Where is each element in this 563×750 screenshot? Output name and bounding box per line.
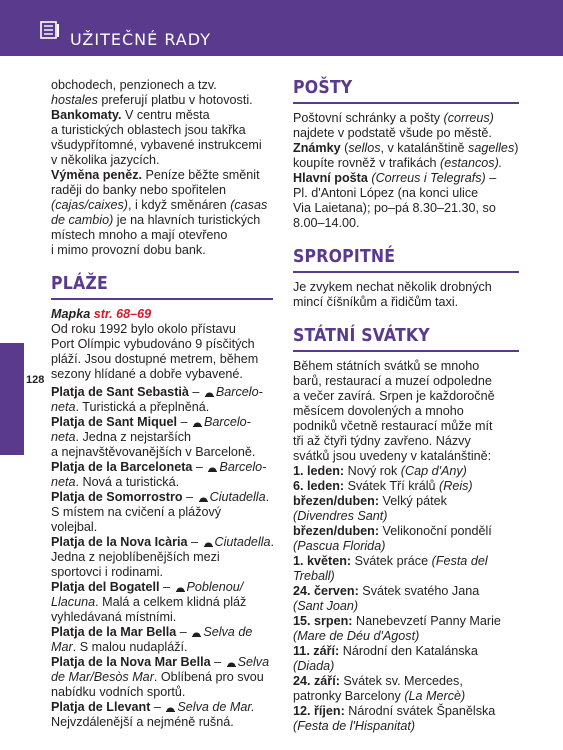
list-item — [293, 584, 519, 599]
text-line — [51, 625, 273, 640]
text-span: Barcelo- — [203, 415, 251, 429]
text-span: vyhledávaná místními. — [51, 610, 177, 624]
text-span: Výměna peněz. — [51, 168, 142, 182]
text-span: nabídku vodních sportů. — [51, 685, 186, 699]
map-label: Mapka — [51, 307, 91, 321]
text-span: S místem na cvičení a plážový — [51, 505, 222, 519]
text-span: Národní svátek Španělska — [344, 704, 496, 718]
text-span: ( — [340, 141, 349, 155]
text-span: . Turistická a přeplněná. — [75, 400, 210, 414]
section-heading-spropitne: SPROPITNÉ — [293, 247, 519, 273]
text-span: místech mnoho a mají otevřeno — [51, 228, 228, 242]
list-item — [293, 644, 519, 659]
text-span: Treball) — [293, 569, 335, 583]
beach-list — [51, 385, 273, 730]
post-paragraph — [293, 111, 519, 231]
holiday-list — [293, 464, 519, 734]
text-line — [51, 307, 273, 322]
text-span: – — [159, 580, 174, 594]
metro-icon — [176, 584, 185, 592]
metro-icon — [205, 389, 214, 397]
text-span: 24. červen: — [293, 584, 359, 598]
text-span: . Nová a turistická. — [75, 475, 180, 489]
text-span: Peníze běžte směnit — [142, 168, 260, 182]
text-line — [51, 595, 273, 610]
text-span: patronky Barcelony — [293, 689, 405, 703]
text-span: Nejvzdálenější a nejméně rušná. — [51, 715, 234, 729]
chapter-header — [0, 0, 563, 56]
list-item — [51, 460, 273, 490]
text-span: a večer zavírá. Srpen je každoročně — [293, 389, 495, 403]
text-span: je na hlavních turistických — [113, 213, 261, 227]
text-span: ) — [514, 141, 519, 155]
section-heading-posty: POŠTY — [293, 78, 519, 104]
text-span: neta — [51, 400, 76, 414]
metro-icon — [192, 629, 201, 637]
list-item — [51, 655, 273, 700]
text-span: (Pascua Florida) — [293, 539, 386, 553]
text-span: Národní den Katalánska — [339, 644, 478, 658]
left-column — [51, 78, 273, 730]
text-span: – — [187, 535, 202, 549]
text-span: 15. srpen: — [293, 614, 353, 628]
cash-paragraph — [51, 78, 273, 258]
list-item — [51, 490, 273, 535]
metro-icon — [166, 704, 175, 712]
text-span: , i když směnáren — [127, 198, 231, 212]
text-span: volejbal. — [51, 520, 98, 534]
text-span: všudypřítomné, vybavené instrukcemi — [51, 138, 262, 152]
text-span: Platja del Bogatell — [51, 580, 160, 594]
text-span: (Sant Joan) — [293, 599, 359, 613]
text-span: . Jedna z nejstarších — [75, 430, 192, 444]
text-span: podniků včetně restaurací může mít — [293, 419, 493, 433]
text-span: barů, restaurací a muzeí odpoledne — [293, 374, 492, 388]
text-span: . Oblíbená pro svou — [153, 670, 264, 684]
list-item — [293, 479, 519, 494]
text-span: . Malá a celkem klidná pláž — [95, 595, 247, 609]
text-line — [293, 171, 519, 186]
text-span: březen/duben: — [293, 494, 380, 508]
list-item — [51, 625, 273, 655]
text-span: Selva de — [203, 625, 253, 639]
text-span: i mimo provozní dobu bank. — [51, 243, 206, 257]
text-span: Velikonoční pondělí — [379, 524, 492, 538]
text-span: Během státních svátků se mnoho — [293, 359, 480, 373]
beaches-intro — [51, 307, 273, 382]
text-span: Ciutadella — [214, 535, 271, 549]
text-line — [51, 168, 273, 183]
text-span: Port Olímpic vybudováno 9 písčitých — [51, 337, 255, 351]
text-span: Selva de Mar. — [177, 700, 255, 714]
text-span: Selva — [237, 655, 270, 669]
text-span: 12. říjen: — [293, 704, 345, 718]
text-span: koupíte rovněž v trafikách — [293, 156, 440, 170]
text-span: v několika jazycích. — [51, 153, 160, 167]
tip-paragraph — [293, 280, 519, 310]
text-span: Nanebevzetí Panny Marie — [352, 614, 501, 628]
text-span: Platja de la Mar Bella — [51, 625, 177, 639]
text-line — [51, 700, 273, 715]
text-span: Ciutadella — [209, 490, 266, 504]
text-span: svátků jsou uvedeny v katalánštině: — [293, 449, 492, 463]
text-span: obchodech, penzionech a tzv. — [51, 78, 217, 92]
list-item — [51, 535, 273, 580]
text-span: 11. září: — [293, 644, 340, 658]
text-line — [293, 141, 519, 156]
text-span: – — [210, 655, 225, 669]
metro-icon — [193, 419, 202, 427]
text-span: Barcelo- — [215, 385, 263, 399]
text-span: de cambio) — [51, 213, 114, 227]
section-heading-plaze: PLÁŽE — [51, 274, 273, 300]
text-span: a nejnavštěvovanějších v Barceloně. — [51, 445, 256, 459]
text-span: (correus) — [443, 111, 494, 125]
right-column — [293, 78, 519, 734]
list-item — [293, 554, 519, 569]
text-span: Svátek Tří králů — [344, 479, 440, 493]
text-span: – — [176, 415, 191, 429]
text-span: (Divendres Sant) — [293, 509, 388, 523]
text-line — [51, 108, 273, 123]
text-span: (Mare de Déu d'Agost) — [293, 629, 420, 643]
text-span: Nový rok — [344, 464, 401, 478]
text-span: Platja de la Barceloneta — [51, 460, 193, 474]
text-span: Jedna z nejoblíbenějších mezi — [51, 550, 220, 564]
text-span: neta — [51, 430, 76, 444]
text-span: Poštovní schránky a pošty — [293, 111, 444, 125]
list-item — [293, 464, 519, 479]
list-item — [293, 494, 519, 509]
text-span: a turistických oblastech jsou takřka — [51, 123, 246, 137]
text-span: – — [150, 700, 165, 714]
section-heading-svatky: STÁTNÍ SVÁTKY — [293, 326, 519, 352]
text-span: (Cap d'Any) — [400, 464, 467, 478]
text-span: mincí číšníkům a řidičům taxi. — [293, 295, 459, 309]
metro-icon — [204, 539, 213, 547]
text-span: (Reis) — [439, 479, 473, 493]
text-span: (casas — [230, 198, 268, 212]
text-line — [51, 93, 273, 108]
text-span: Poblenou/ — [186, 580, 244, 594]
text-span: sezony hlídané a dobře vybavené. — [51, 367, 243, 381]
text-span: Velký pátek — [379, 494, 447, 508]
text-span: Barcelo- — [219, 460, 267, 474]
text-span: Od roku 1992 bylo okolo přístavu — [51, 322, 236, 336]
text-line: Platja de la Nova Icària – Ciutadella. — [51, 535, 275, 549]
text-line — [51, 655, 273, 670]
text-span: sellos — [348, 141, 381, 155]
text-span: (Festa del — [431, 554, 488, 568]
notepad-list-icon — [40, 21, 60, 39]
text-span: – — [176, 625, 191, 639]
page-number: 128 — [26, 374, 45, 386]
text-span: raději do banky nebo spořitelen — [51, 183, 227, 197]
text-line — [51, 415, 273, 430]
text-line — [51, 213, 273, 228]
holidays-intro — [293, 359, 519, 464]
text-span: (cajas/caixes) — [51, 198, 128, 212]
text-span: Svátek práce — [351, 554, 432, 568]
text-span: Bankomaty. — [51, 108, 122, 122]
text-span: Pl. d'Antoni López (na konci ulice — [293, 186, 479, 200]
text-span: – — [182, 490, 197, 504]
text-span: sportovci i rodinami. — [51, 565, 163, 579]
metro-icon — [199, 494, 208, 502]
map-page-ref[interactable]: str. 68–69 — [93, 307, 152, 321]
text-span: – — [192, 460, 207, 474]
text-line — [51, 475, 273, 490]
text-span: – — [188, 385, 203, 399]
list-item — [51, 385, 273, 415]
text-span: měsícem dovolených a mnoho — [293, 404, 464, 418]
text-span: Platja de la Nova Mar Bella — [51, 655, 211, 669]
text-span: (Correus i Telegrafs) — [367, 171, 486, 185]
text-span: , v katalánštině — [380, 141, 469, 155]
text-span: hostales — [51, 93, 98, 107]
text-span: Llacuna — [51, 595, 96, 609]
text-span: Svátek svatého Jana — [358, 584, 480, 598]
text-span: pláží. Jsou dostupné metrem, během — [51, 352, 259, 366]
text-span: Platja de la Nova Icària — [51, 535, 188, 549]
text-span: . S malou nudapláží. — [72, 640, 188, 654]
text-span: 24. září: — [293, 674, 340, 688]
text-line — [51, 430, 273, 445]
text-line — [293, 111, 519, 126]
metro-icon — [208, 464, 217, 472]
text-line — [51, 198, 273, 213]
list-item — [51, 700, 273, 730]
list-item — [293, 674, 519, 689]
text-span: (estancos). — [440, 156, 503, 170]
text-span: Via Laietana); po–pá 8.30–21.30, so — [293, 201, 496, 215]
text-span: sagelles — [468, 141, 515, 155]
text-span: (Festa de l'Hispanitat) — [293, 719, 416, 733]
text-line: Platja de Somorrostro – Ciutadella. — [51, 490, 270, 504]
list-item — [51, 580, 273, 625]
list-item — [51, 415, 273, 460]
text-line — [51, 385, 273, 400]
text-span: Platja de Sant Miquel — [51, 415, 177, 429]
text-span: (La Mercè) — [404, 689, 466, 703]
text-line — [51, 640, 273, 655]
chapter-title: UŽITEČNÉ RADY — [70, 30, 211, 49]
text-line — [51, 400, 273, 415]
text-span: – — [485, 171, 497, 185]
metro-icon — [227, 659, 236, 667]
text-span: Platja de Sant Sebastià — [51, 385, 189, 399]
text-span: Je zvykem nechat několik drobných — [293, 280, 492, 294]
text-span: de Mar/Besòs Mar — [51, 670, 154, 684]
text-span: 8.00–14.00. — [293, 216, 360, 230]
text-span: 1. květen: — [293, 554, 352, 568]
text-span: tři až čtyři týdny zavřeno. Názvy — [293, 434, 471, 448]
text-span: Známky — [293, 141, 341, 155]
text-span: V centru města — [121, 108, 210, 122]
text-span: najdete v podstatě všude po městě. — [293, 126, 492, 140]
text-span: Mar — [51, 640, 73, 654]
text-line — [51, 460, 273, 475]
text-line — [51, 580, 273, 595]
text-span: Hlavní pošta — [293, 171, 368, 185]
text-line — [293, 689, 519, 704]
list-item — [293, 704, 519, 719]
text-span: Platja de Somorrostro — [51, 490, 183, 504]
side-tab — [0, 343, 24, 455]
text-span: 1. leden: — [293, 464, 345, 478]
list-item — [293, 614, 519, 629]
text-span: Platja de Llevant — [51, 700, 151, 714]
text-span: preferují platbu v hotovosti. — [101, 93, 253, 107]
text-span: březen/duben: — [293, 524, 380, 538]
text-line — [51, 670, 273, 685]
text-line — [293, 156, 519, 171]
text-span: Svátek sv. Mercedes, — [339, 674, 463, 688]
list-item — [293, 524, 519, 539]
text-span: (Diada) — [293, 659, 335, 673]
text-span: 6. leden: — [293, 479, 345, 493]
text-span: neta — [51, 475, 76, 489]
